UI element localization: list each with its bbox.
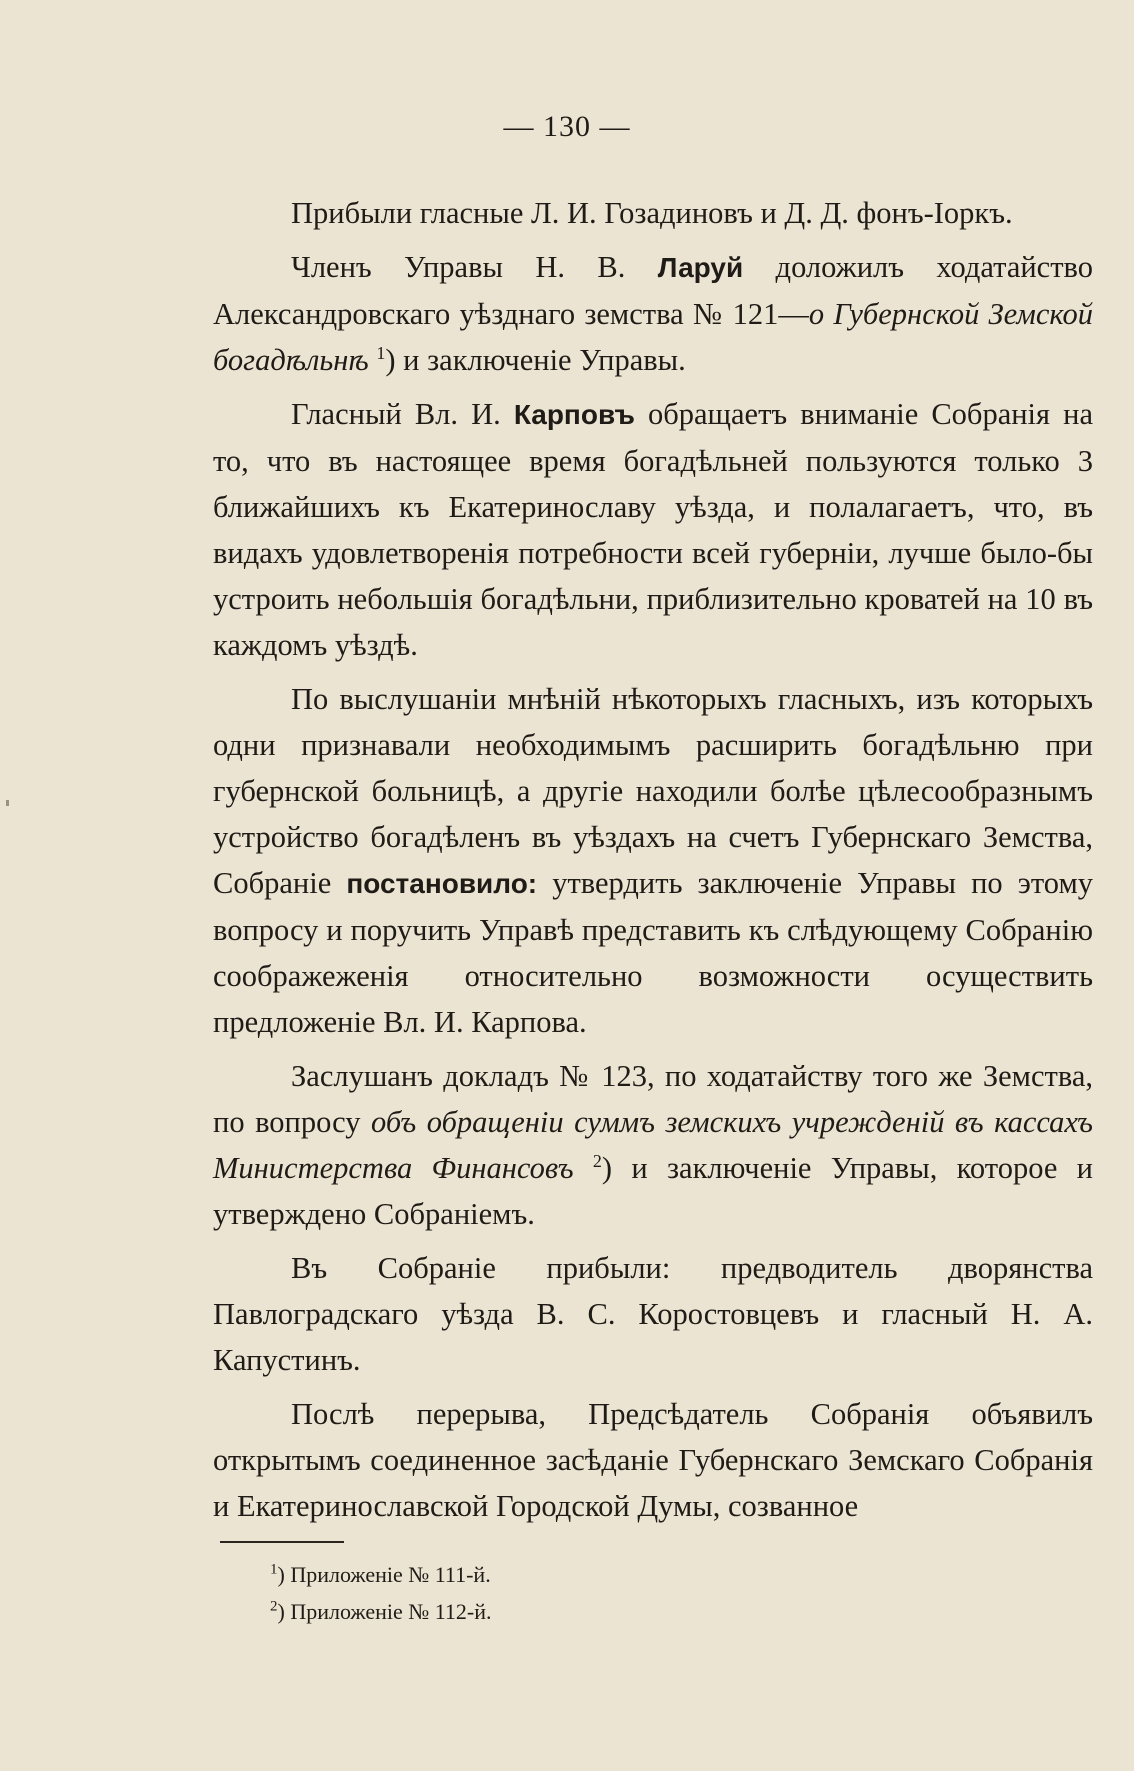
resolution-word: постановило: xyxy=(346,868,538,899)
footnotes xyxy=(270,1556,492,1630)
footnote-ref-1: 1 xyxy=(376,342,386,363)
italic-subject: объ обращеніи суммъ земскихъ учрежденій въ кассахъ Министерства Финансовъ xyxy=(213,1105,1094,1185)
body-text xyxy=(213,190,1093,1537)
margin-mark xyxy=(6,800,9,806)
paragraph-larui-report: Членъ Управы Н. В. Ларуй доложилъ ходатайство Александровскаго уѣзднаго земства № 121—о Губернской Земской богадѣльнѣ $^1$) и заключеніе Управы. xyxy=(213,250,1094,377)
paragraph-karpov-remark: Гласный Вл. И. Карповъ обращаетъ вниманіе Собранія на то, что въ настоящее время богадѣльней пользуются только 3 ближайшихъ къ Екатеринославу уѣзда, и полалагаетъ, что, въ видахъ удовлетворенія потребности всей губерніи, лучше было-бы устроить небольшія богадѣльни, приблизительно кроватей на 10 въ каждомъ уѣздѣ. xyxy=(213,397,1093,662)
paragraph-joint-session: Послѣ перерыва, Предсѣдатель Собранія объявилъ открытымъ соединенное засѣданіе Губернскаго Земскаго Собранія и Екатеринославской Городской Думы, созванное xyxy=(213,1397,1093,1523)
page-number: — 130 — xyxy=(503,110,631,143)
paragraph-arrivals: Прибыли гласные Л. И. Гозадиновъ и Д. Д. фонъ-Іоркъ. xyxy=(291,196,1013,230)
paragraph-report-123: Заслушанъ докладъ № 123, по ходатайству того же Земства, по вопросу объ обращеніи суммъ земскихъ учрежденій въ кассахъ Министерства Финансовъ $^2$) и заключеніе Управы, которое и утверждено Собраніемъ. xyxy=(213,1059,1094,1231)
speaker-name: Карповъ xyxy=(513,399,635,430)
footnote-2: $^2$) Приложеніе № 112-й. xyxy=(270,1598,492,1624)
paragraph-resolution: По выслушаніи мнѣній нѣкоторыхъ гласныхъ, изъ которыхъ одни признавали необходимымъ расширить богадѣльню при губернской больницѣ, а другіе находили болѣе цѣлесообразнымъ устройство богадѣленъ въ уѣздахъ на счетъ Губернскаго Земства, Собраніе постановило: утвердить заключеніе Управы по этому вопросу и поручить Управѣ представить къ слѣдующему Собранію соображеженія относительно возможности осуществить предложеніе Вл. И. Карпова. xyxy=(213,682,1094,1039)
italic-subject: о Губернской Земской богадѣльнѣ xyxy=(213,297,1094,377)
footnote-ref-2: 2 xyxy=(592,1150,602,1171)
speaker-name: Ларуй xyxy=(657,252,744,283)
paragraph-new-arrivals: Въ Собраніе прибыли: предводитель дворянства Павлоградскаго уѣзда В. С. Коростовцевъ и гласный Н. А. Капустинъ. xyxy=(213,1251,1093,1377)
footnote-1: $^1$) Приложеніе № 111-й. xyxy=(270,1561,491,1587)
footnote-divider xyxy=(220,1541,344,1543)
